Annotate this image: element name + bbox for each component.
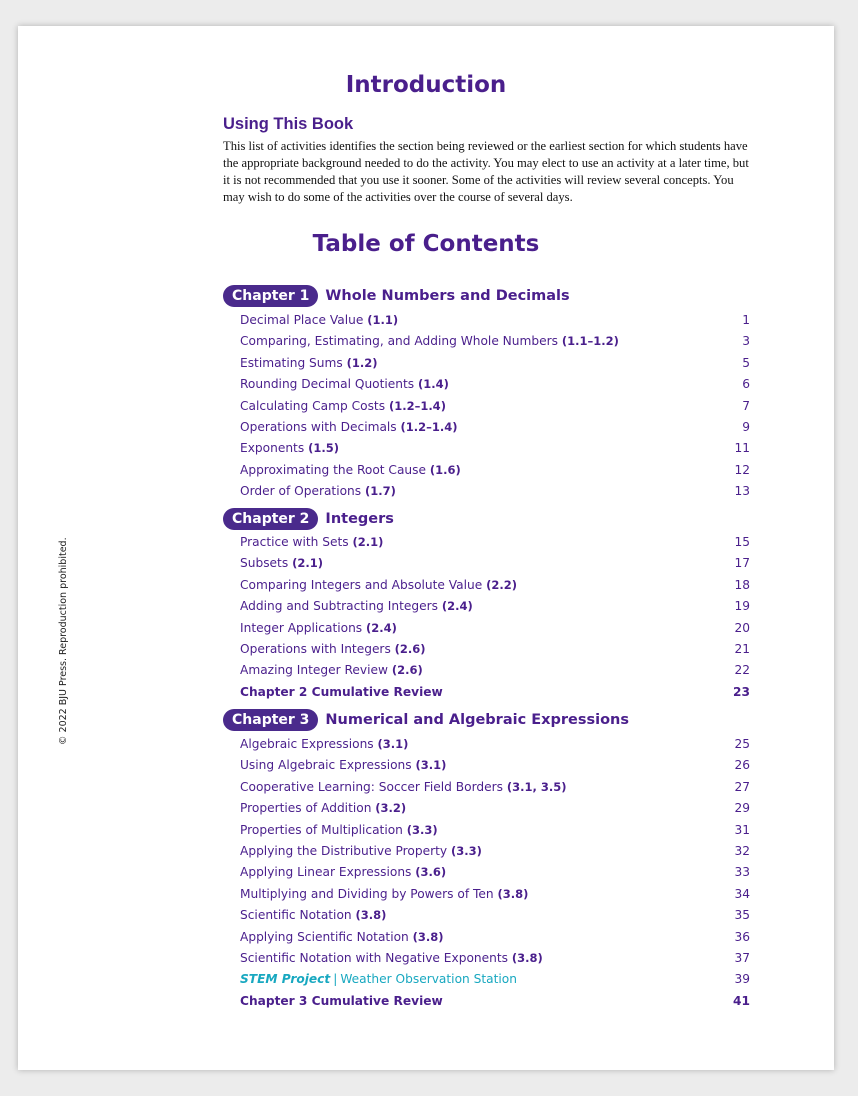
page-number: 33 (734, 865, 750, 880)
section-ref: (1.4) (418, 377, 449, 392)
toc-entry-name: Approximating the Root Cause (240, 462, 426, 477)
toc-entry[interactable] (240, 532, 750, 552)
page-number: 3 (742, 334, 750, 349)
toc-entry-title (240, 441, 339, 455)
toc-entry-name: Subsets (240, 556, 289, 571)
toc-entry-name: Calculating Camp Costs (240, 398, 386, 413)
toc-entry[interactable] (240, 438, 750, 458)
toc-entry[interactable] (240, 820, 750, 840)
section-ref: (1.1) (367, 313, 399, 327)
toc-entry-title (240, 972, 517, 986)
chapter-heading (223, 708, 629, 732)
toc-entry[interactable] (240, 927, 750, 947)
section-ref: (3.8) (497, 886, 529, 901)
section-ref: (2.1) (292, 556, 323, 571)
section-ref: (3.8) (355, 908, 387, 923)
page-number: 20 (734, 620, 750, 635)
toc-entry[interactable] (240, 481, 750, 501)
page-number: 15 (734, 535, 750, 549)
section-ref: (3.1) (415, 758, 447, 773)
toc-entry-name: Comparing Integers and Absolute Value (240, 577, 483, 592)
page-number: 41 (733, 993, 750, 1008)
toc-entry-title (240, 823, 438, 837)
page-number: 27 (734, 779, 750, 794)
toc-entry-title (240, 780, 566, 794)
toc-entry-title (240, 535, 383, 549)
section-ref: (1.5) (308, 441, 339, 456)
page-number: 18 (734, 577, 750, 592)
toc-entry[interactable] (240, 734, 750, 754)
toc-entry-name: Applying Linear Expressions (240, 865, 412, 880)
page-number: 12 (734, 462, 750, 477)
toc-entry[interactable] (240, 596, 750, 616)
chapter-title: Numerical and Algebraic Expressions (325, 712, 629, 728)
page-number: 5 (742, 355, 750, 370)
toc-entry[interactable] (240, 991, 750, 1011)
page-number: 36 (734, 929, 750, 944)
toc-entry-title (240, 642, 426, 656)
toc-entry[interactable] (240, 969, 750, 989)
section-ref: (2.4) (366, 620, 397, 635)
toc-entry[interactable] (240, 660, 750, 680)
toc-entry-title (240, 484, 396, 498)
toc-entry-title (240, 930, 444, 944)
page-number: 1 (742, 313, 750, 327)
chapter-badge: Chapter 3 (223, 709, 318, 731)
toc-entry-name: Algebraic Expressions (240, 737, 374, 751)
page-number: 17 (734, 556, 750, 571)
toc-entry-title (240, 463, 461, 477)
toc-entry[interactable] (240, 353, 750, 373)
section-ref: (2.4) (441, 599, 473, 614)
page-number: 13 (734, 484, 750, 499)
section-ref: (3.1) (377, 737, 409, 751)
chapter-badge: Chapter 1 (223, 285, 318, 307)
intro-paragraph: This list of activities identifies the section being reviewed or the earliest section for which students have the appropriate background needed to do the activity. You may elect to use an activity at a later time, but it is not recommended that you use it sooner. Some of the activities will review several concepts. You may wish to do some of the activities over the course of several days. (223, 139, 749, 204)
section-ref: (3.8) (412, 929, 444, 944)
toc-entry-name: Applying Scientific Notation (240, 929, 409, 944)
toc-entry-name: Comparing, Estimating, and Adding Whole Numbers (240, 334, 558, 349)
toc-entry-title (240, 621, 397, 635)
chapter-title: Integers (325, 511, 394, 527)
toc-entry-name: Properties of Addition (240, 801, 372, 816)
toc-entry-title (240, 758, 446, 772)
chapter-heading (223, 284, 570, 308)
page-number: 34 (734, 886, 750, 901)
toc-entry-title (240, 420, 458, 434)
toc-entry-title (240, 334, 619, 348)
toc-entry-title (240, 399, 446, 413)
toc-entry[interactable] (240, 841, 750, 861)
toc-entry[interactable] (240, 460, 750, 480)
section-ref: (3.6) (415, 865, 447, 880)
page-number: 23 (733, 684, 750, 699)
section-ref: (1.6) (429, 462, 461, 477)
chapter-title: Whole Numbers and Decimals (325, 288, 570, 304)
toc-entry-name: Scientific Notation (240, 908, 352, 923)
page-number: 9 (742, 420, 750, 434)
section-ref: (3.2) (375, 801, 407, 816)
document-page (18, 26, 834, 1070)
page-number: 21 (734, 642, 750, 656)
section-ref: (2.6) (391, 663, 423, 678)
section-ref: (1.2–1.4) (400, 420, 458, 434)
toc-entry-title (240, 377, 449, 391)
toc-entry-name: Chapter 2 Cumulative Review (240, 684, 443, 699)
toc-entry-name: Operations with Integers (240, 642, 391, 656)
toc-entry[interactable] (240, 618, 750, 638)
toc-entry-name: Integer Applications (240, 620, 363, 635)
stem-project-label: STEM Project (240, 972, 331, 987)
copyright-notice: © 2022 BJU Press. Reproduction prohibited. (58, 537, 69, 745)
toc-entry-name: Cooperative Learning: Soccer Field Borders (240, 779, 503, 794)
toc-entry[interactable] (240, 374, 750, 394)
toc-entry[interactable] (240, 755, 750, 775)
toc-entry[interactable] (240, 417, 750, 437)
section-heading: Using This Book (223, 115, 354, 133)
chapter-heading (223, 507, 394, 531)
toc-entry-name: Multiplying and Dividing by Powers of Ten (240, 886, 494, 901)
section-ref: (3.3) (450, 844, 482, 858)
toc-entry-title (240, 887, 528, 901)
page-number: 31 (734, 822, 750, 837)
section-ref: (1.1–1.2) (561, 334, 619, 349)
toc-entry-title (240, 844, 482, 858)
toc-entry-title (240, 685, 443, 699)
toc-entry-title (240, 313, 398, 327)
toc-entry-title (240, 663, 423, 677)
toc-entry-name: Estimating Sums (240, 355, 343, 370)
page-number: 25 (734, 737, 750, 751)
toc-entry-name: Weather Observation Station (340, 972, 517, 987)
toc-entry-name: Exponents (240, 441, 305, 456)
toc-entry-name: Order of Operations (240, 484, 362, 499)
toc-entry[interactable] (240, 396, 750, 416)
section-ref: (2.6) (394, 642, 426, 656)
toc-entry[interactable] (240, 331, 750, 351)
toc-entry-name: Operations with Decimals (240, 420, 397, 434)
toc-title: Table of Contents (312, 231, 540, 257)
toc-entry-name: Properties of Multiplication (240, 822, 403, 837)
toc-entry-title (240, 801, 406, 815)
page-number: 26 (734, 758, 750, 773)
page-number: 37 (734, 951, 750, 965)
toc-entry[interactable] (240, 884, 750, 904)
page-number: 6 (742, 377, 750, 392)
section-ref: (1.2) (346, 355, 378, 370)
toc-entry[interactable] (240, 553, 750, 573)
toc-entry-title (240, 908, 386, 922)
toc-entry-name: Chapter 3 Cumulative Review (240, 993, 443, 1008)
toc-entry[interactable] (240, 905, 750, 925)
page-number: 22 (734, 663, 750, 678)
toc-entry-title (240, 556, 323, 570)
toc-entry[interactable] (240, 798, 750, 818)
toc-entry-name: Applying the Distributive Property (240, 844, 448, 858)
section-ref: (3.3) (406, 822, 438, 837)
page-number: 11 (734, 441, 750, 456)
page-title: Introduction (345, 72, 507, 98)
toc-entry-title (240, 951, 543, 965)
toc-entry-name: Amazing Integer Review (240, 663, 388, 678)
chapter-badge: Chapter 2 (223, 508, 318, 530)
toc-entry-name: Scientific Notation with Negative Exponents (240, 951, 508, 965)
toc-entry[interactable] (240, 948, 750, 968)
toc-entry-title (240, 578, 517, 592)
toc-entry[interactable] (240, 777, 750, 797)
separator: | (333, 972, 338, 987)
page-number: 29 (734, 801, 750, 816)
toc-entry-title (240, 599, 473, 613)
toc-entry-title (240, 356, 378, 370)
page-number: 7 (742, 398, 750, 413)
page-number: 39 (734, 972, 750, 987)
toc-entry[interactable] (240, 682, 750, 702)
toc-entry-name: Decimal Place Value (240, 313, 364, 327)
page-number: 32 (734, 844, 750, 858)
page-number: 19 (734, 599, 750, 614)
toc-entry[interactable] (240, 862, 750, 882)
toc-entry-title (240, 994, 443, 1008)
toc-entry[interactable] (240, 639, 750, 659)
toc-entry[interactable] (240, 310, 750, 330)
section-ref: (1.7) (365, 484, 396, 499)
section-ref: (3.8) (511, 951, 543, 965)
toc-entry-name: Rounding Decimal Quotients (240, 377, 415, 392)
section-ref: (2.2) (486, 577, 518, 592)
toc-entry-title (240, 865, 446, 879)
section-ref: (1.2–1.4) (388, 398, 446, 413)
toc-entry-name: Using Algebraic Expressions (240, 758, 412, 773)
toc-entry[interactable] (240, 575, 750, 595)
toc-entry-name: Practice with Sets (240, 535, 349, 549)
section-ref: (3.1, 3.5) (506, 779, 567, 794)
section-ref: (2.1) (352, 535, 384, 549)
page-number: 35 (734, 908, 750, 923)
toc-entry-name: Adding and Subtracting Integers (240, 599, 438, 614)
toc-entry-title (240, 737, 408, 751)
